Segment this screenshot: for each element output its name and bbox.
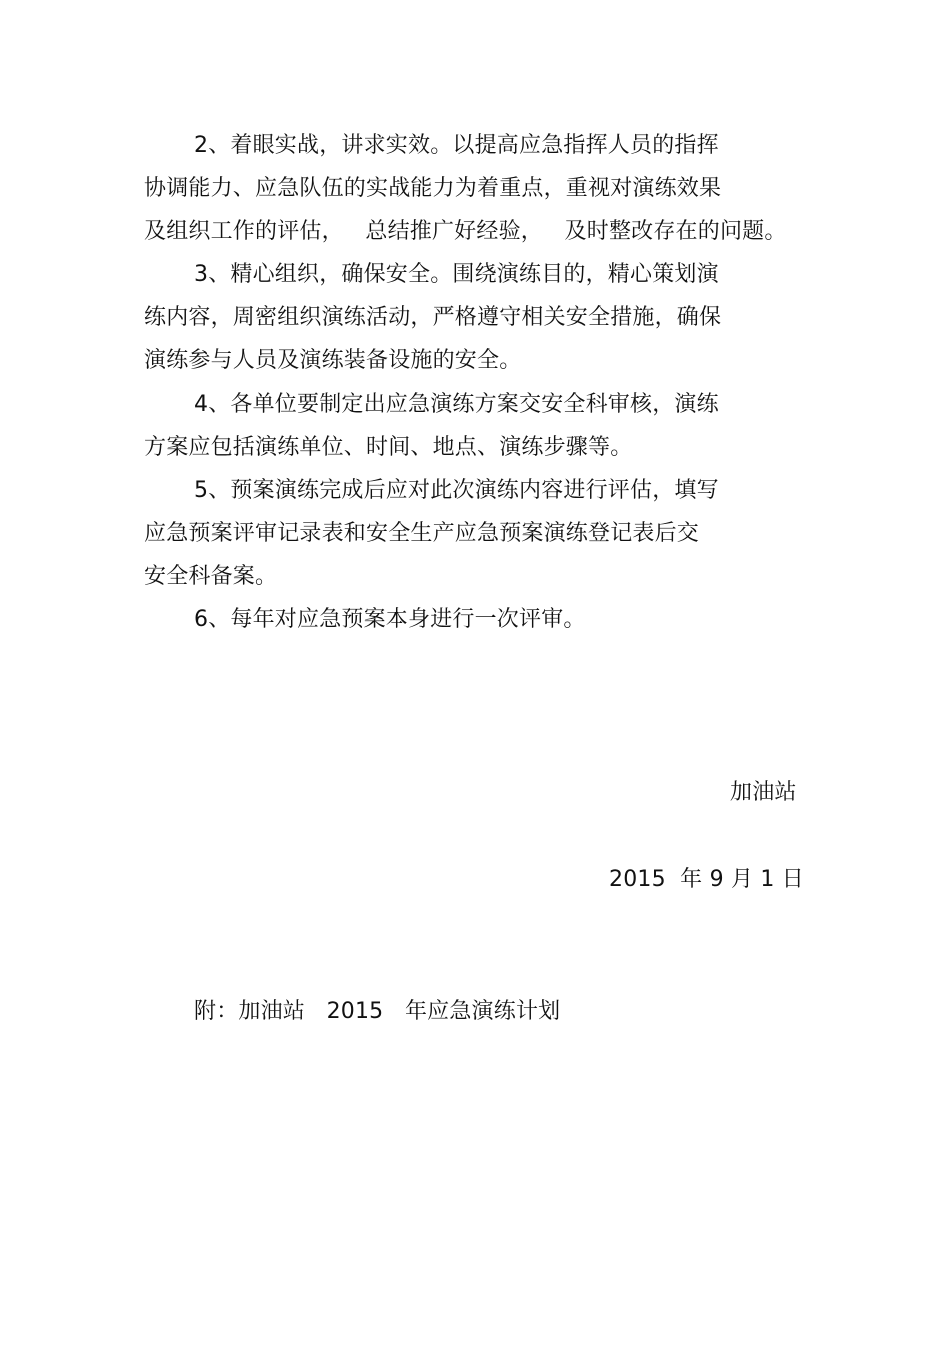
paragraph-4-line-2: 方案应包括演练单位、时间、地点、演练步骤等。 <box>144 435 633 460</box>
paragraph-2-line-2: 协调能力、应急队伍的实战能力为着重点，重视对演练效果 <box>144 176 722 201</box>
paragraph-3-line-1: 3、精心组织，确保安全。围绕演练目的，精心策划演 <box>194 262 719 287</box>
paragraph-4-line-1: 4、各单位要制定出应急演练方案交安全科审核，演练 <box>194 392 719 417</box>
paragraph-3-line-3: 演练参与人员及演练装备设施的安全。 <box>144 348 522 373</box>
paragraph-6-line-1: 6、每年对应急预案本身进行一次评审。 <box>194 607 586 632</box>
paragraph-5-line-2: 应急预案评审记录表和安全生产应急预案演练登记表后交 <box>144 521 700 546</box>
paragraph-5-line-3: 安全科备案。 <box>144 564 278 589</box>
paragraph-5-line-1: 5、预案演练完成后应对此次演练内容进行评估，填写 <box>194 478 719 503</box>
paragraph-2-line-3: 及组织工作的评估， 总结推广好经验， 及时整改存在的问题。 <box>144 219 787 244</box>
paragraph-2-line-1: 2、着眼实战，讲求实效。以提高应急指挥人员的指挥 <box>194 133 719 158</box>
attachment-note: 附：加油站 2015 年应急演练计划 <box>194 999 561 1024</box>
paragraph-3-line-2: 练内容，周密组织演练活动，严格遵守相关安全措施，确保 <box>144 305 722 330</box>
signature-organization: 加油站 <box>730 780 797 805</box>
signature-date: 2015 年 9 月 1 日 <box>609 867 804 892</box>
